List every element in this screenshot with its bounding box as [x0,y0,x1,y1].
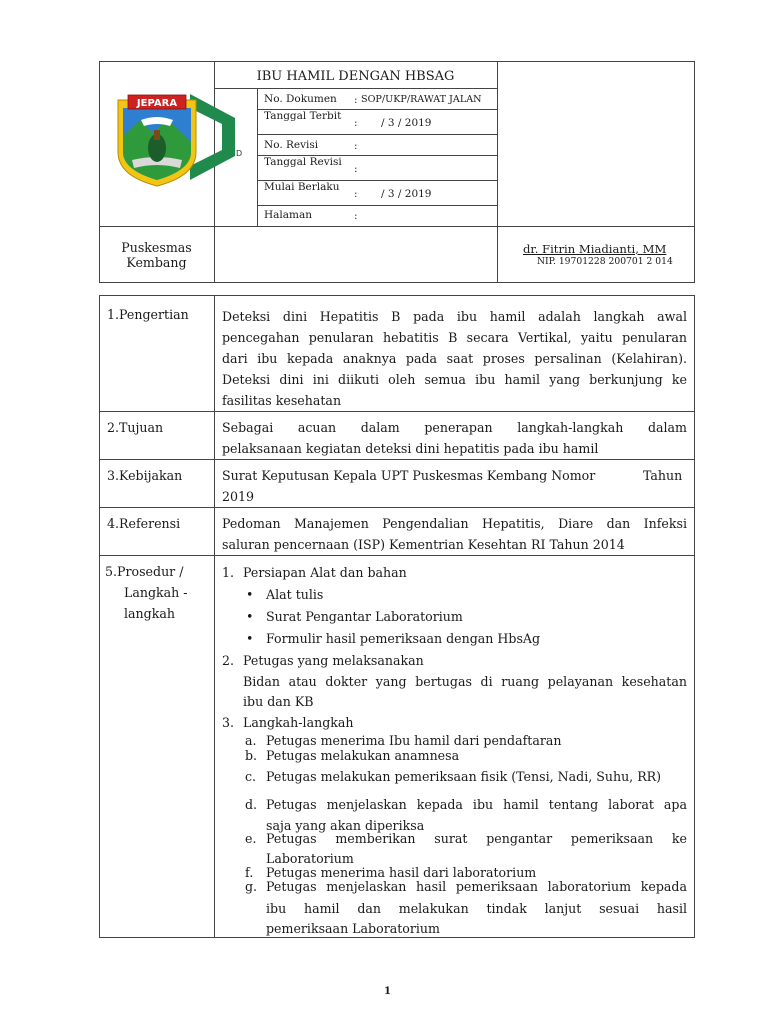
meta-colon: : [354,210,358,222]
item-d-cont: saja yang akan diperiksa [266,818,425,833]
meta-value-no-dokumen: SOP/UKP/RAWAT JALAN [361,94,482,105]
item-b: Petugas melakukan anamnesa [266,748,460,763]
logo-text: JEPARA [136,98,178,109]
item-e: Petugas memberikan surat pengantar pemeriksaan ke [266,831,687,846]
meta-colon: : [354,188,358,200]
meta-colon: : [354,163,358,175]
svg-text:D: D [236,149,243,158]
step-3-title: Langkah-langkah [243,715,354,730]
signer-name: dr. Fitrin Miadianti, MM [523,242,667,256]
item-letter: c. [245,769,257,784]
section-label-prosedur-2: Langkah - [124,585,188,600]
item-letter: d. [245,797,258,812]
bullet-item: • Alat tulis [266,584,323,605]
meta-label-text: Mulai Berlaku [264,181,340,193]
meta-label-text: Tanggal Terbit [264,110,342,122]
meta-colon: : [354,117,358,129]
document-title: IBU HAMIL DENGAN HBSAG [256,69,455,84]
pengertian-line: Deteksi dini Hepatitis B pada ibu hamil adalah langkah awal [222,309,687,324]
kebijakan-line: Surat Keputusan Kepala UPT Puskesmas Kembang Nomor [222,468,596,483]
bullet-item: • Formulir hasil pemeriksaan dengan HbsAg [266,628,540,649]
item-letter: a. [245,733,257,748]
section-label-prosedur-3: langkah [124,606,175,621]
meta-value-mulai-berlaku: / 3 / 2019 [381,188,432,200]
item-f: Petugas menerima hasil dari laboratorium [266,865,537,880]
tujuan-line: pelaksanaan kegiatan deteksi dini hepatitis pada ibu hamil [222,441,599,456]
body-label-divider [214,295,215,938]
step-number: 2. [222,653,235,668]
step-2-text: ibu dan KB [243,694,314,709]
pengertian-line: fasilitas kesehatan [222,393,342,408]
section-label-kebijakan: 3.Kebijakan [107,468,183,483]
org-name [99,240,214,270]
tujuan-line: Sebagai acuan dalam penerapan langkah-langkah dalam [222,420,687,435]
item-letter: f. [245,865,254,880]
signer-nip: NIP. 19701228 200701 2 014 [537,256,673,267]
item-d: Petugas menjelaskan kepada ibu hamil tentang laborat apa [266,797,687,812]
section-label-pengertian: 1.Pengertian [107,307,189,322]
meta-label-mulai-berlaku [264,182,344,193]
item-e-cont: Laboratorium [266,851,354,866]
meta-label-halaman: Halaman [264,209,313,221]
item-g-cont: ibu hamil dan melakukan tindak lanjut sesuai hasil [266,901,687,916]
bullet-item: • Surat Pengantar Laboratorium [266,606,463,627]
section-label-tujuan: 2.Tujuan [107,420,164,435]
meta-row-line [257,134,497,135]
item-letter: b. [245,748,258,763]
item-g: Petugas menjelaskan hasil pemeriksaan laboratorium kepada [266,879,687,894]
row-divider [99,411,695,412]
meta-row-line [257,205,497,206]
section-label-referensi: 4.Referensi [107,516,181,531]
meta-label-text: Tanggal Revisi [264,156,342,168]
org-line-2: Kembang [126,255,187,270]
meta-colon: : [354,94,358,106]
step-number: 1. [222,565,235,580]
page-number: 1 [384,986,391,997]
referensi-line: saluran pencernaan (ISP) Kementrian Kesehtan RI Tahun 2014 [222,537,625,552]
jepara-logo [110,90,252,190]
row-divider [99,507,695,508]
item-a: Petugas menerima Ibu hamil dari pendaftaran [266,733,562,748]
meta-label-tanggal-terbit [264,111,344,122]
pengertian-line: Deteksi dini ini diikuti oleh semua ibu hamil yang berkunjung ke [222,372,687,387]
kebijakan-year: 2019 [222,489,255,504]
meta-label-no-revisi: No. Revisi [264,139,319,151]
org-line-1: Puskesmas [121,240,192,255]
step-2-text: Bidan atau dokter yang bertugas di ruang pelayanan kesehatan [243,674,687,689]
item-g-cont: pemeriksaan Laboratorium [266,921,440,936]
step-1-title: Persiapan Alat dan bahan [243,565,407,580]
referensi-line: Pedoman Manajemen Pengendalian Hepatitis, Diare dan Infeksi [222,516,687,531]
item-letter: g. [245,879,258,894]
meta-colon: : [354,140,358,152]
row-divider [99,555,695,556]
section-label-prosedur: 5.Prosedur / [105,564,184,579]
step-2-title: Petugas yang melaksanakan [243,653,424,668]
meta-label-tanggal-revisi [264,157,344,168]
pengertian-line: pencegahan penularan hebatitis B secara Vertikal, yaitu penularan [222,330,687,345]
item-c: Petugas melakukan pemeriksaan fisik (Tensi, Nadi, Suhu, RR) [266,769,662,784]
header-divider-right [497,61,498,283]
row-divider [99,459,695,460]
step-number: 3. [222,715,235,730]
header-divider-bottom [99,226,695,227]
item-letter: e. [245,831,257,846]
meta-value-tanggal-terbit: / 3 / 2019 [381,117,432,129]
kebijakan-line-tahun: Tahun [643,468,683,483]
pengertian-line: dari ibu kepada anaknya pada saat proses persalinan (Kelahiran). [222,351,687,366]
meta-label-no-dokumen: No. Dokumen [264,93,337,105]
